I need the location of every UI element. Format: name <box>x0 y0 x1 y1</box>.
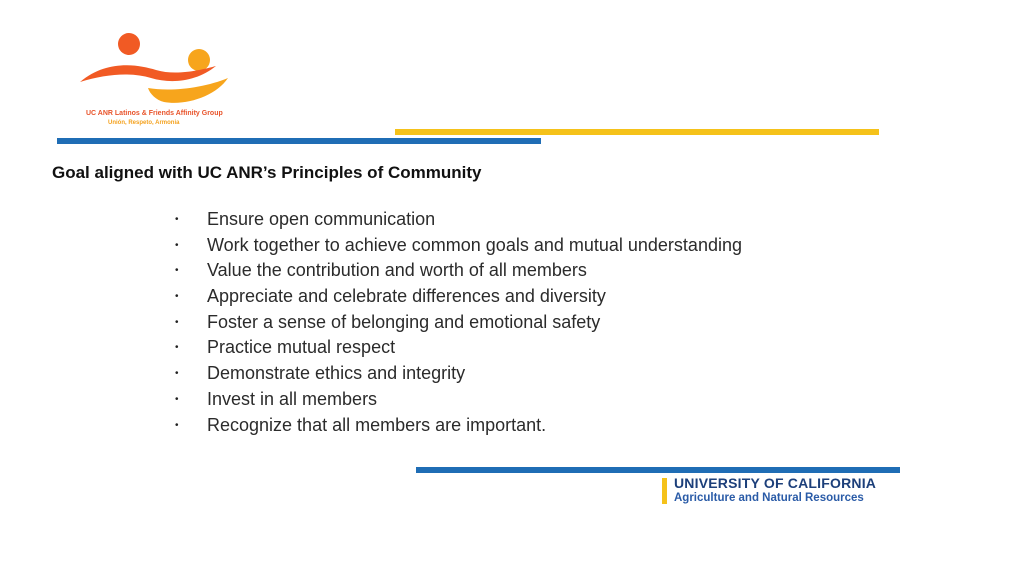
list-item <box>170 387 742 413</box>
principle-text: Ensure open communication <box>207 209 436 229</box>
bullet-icon: • <box>175 316 179 328</box>
list-item <box>170 284 742 310</box>
bullet-icon: • <box>175 368 179 380</box>
list-item <box>170 233 742 259</box>
slide-heading: Goal aligned with UC ANR’s Principles of Community <box>52 163 482 182</box>
principle-text: Appreciate and celebrate differences and diversity <box>207 286 606 307</box>
uc-gold-mark-icon <box>662 478 667 504</box>
list-item <box>170 335 742 361</box>
footer-blue-bar <box>416 467 900 473</box>
list-item <box>170 310 742 336</box>
bullet-icon: • <box>175 214 179 225</box>
two-figures-logo-icon <box>76 30 236 110</box>
blue-divider-bar <box>57 138 541 144</box>
bullet-icon: • <box>175 239 179 251</box>
list-item <box>170 361 742 387</box>
principle-text: Practice mutual respect <box>207 337 396 358</box>
list-item <box>170 258 742 284</box>
affinity-group-logo <box>76 30 236 130</box>
bullet-icon: • <box>175 419 179 431</box>
gold-divider-bar <box>395 129 879 135</box>
logo-org-name: UC ANR Latinos & Friends Affinity Group <box>86 110 223 117</box>
principle-text: Value the contribution and worth of all members <box>207 260 587 281</box>
list-item <box>170 207 742 233</box>
logo-motto: Unión, Respeto, Armonia <box>108 120 180 126</box>
list-item <box>170 413 742 439</box>
bullet-icon: • <box>175 291 179 303</box>
principle-text: Work together to achieve common goals and mutual understanding <box>207 234 742 255</box>
principle-text: Demonstrate ethics and integrity <box>207 363 466 384</box>
bullet-icon: • <box>175 342 179 354</box>
uc-division: Agriculture and Natural Resources <box>674 492 864 504</box>
uc-name: UNIVERSITY OF CALIFORNIA <box>674 475 877 491</box>
principle-text: Recognize that all members are important. <box>207 414 547 435</box>
bullet-icon: • <box>175 265 179 277</box>
principles-list <box>170 207 742 438</box>
bullet-icon: • <box>175 393 179 405</box>
principle-text: Invest in all members <box>207 388 378 409</box>
principle-text: Foster a sense of belonging and emotional safety <box>207 311 601 332</box>
